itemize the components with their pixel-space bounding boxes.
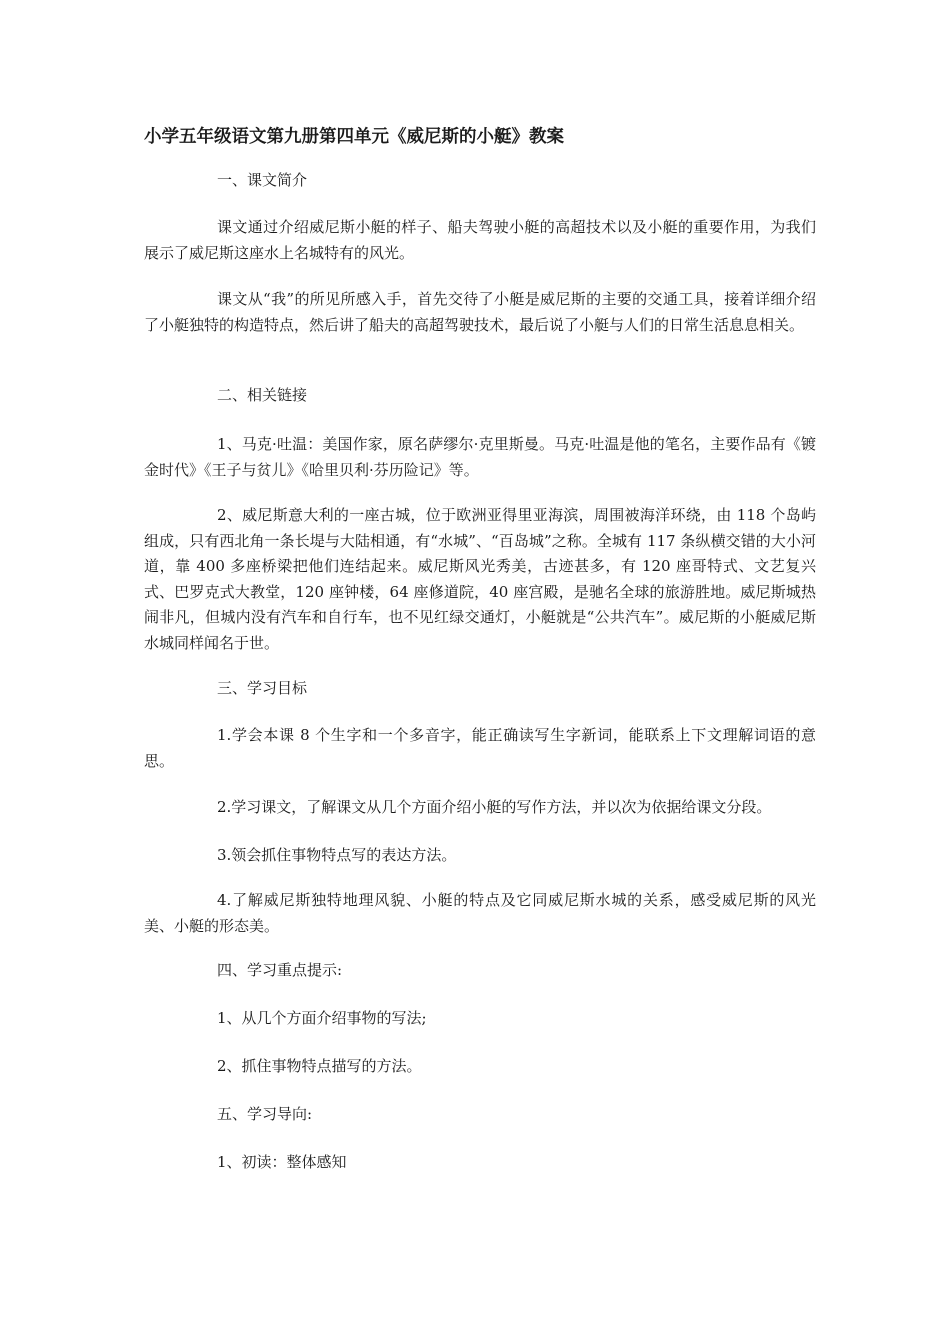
section-heading-goals: 三、学习目标	[217, 679, 308, 697]
section-heading-guidance: 五、学习导向:	[217, 1105, 313, 1123]
paragraph: 1.学会本课 8 个生字和一个多音字，能正确读写生字新词，能联系上下文理解词语的意思。	[144, 726, 816, 770]
paragraph: 1、马克·吐温：美国作家，原名萨缪尔·克里斯曼。马克·吐温是他的笔名，主要作品有《镀金时代》《王子与贫儿》《哈里贝利·芬历险记》等。	[144, 435, 816, 479]
paragraph: 课文从“我”的所见所感入手，首先交待了小艇是威尼斯的主要的交通工具，接着详细介绍了小艇独特的构造特点，然后讲了船夫的高超驾驶技术，最后说了小艇与人们的日常生活息息相关。	[144, 290, 816, 334]
list-item: 2、抓住事物特点描写的方法。	[217, 1057, 422, 1075]
paragraph: 课文通过介绍威尼斯小艇的样子、船夫驾驶小艇的高超技术以及小艇的重要作用，为我们展示了威尼斯这座水上名城特有的风光。	[144, 218, 816, 262]
section-heading-key-points: 四、学习重点提示:	[217, 961, 343, 979]
paragraph: 2、威尼斯意大利的一座古城，位于欧洲亚得里亚海滨，周围被海洋环绕，由 118 个岛屿组成，只有西北角一条长堤与大陆相通，有“水城”、“百岛城”之称。全城有 117 条纵横交错的大小河道，靠 400 多座桥梁把他们连结起来。威尼斯风光秀美，古迹甚多，有 120 座哥特式、文艺复兴式、巴罗克式大教堂，120 座钟楼，64 座修道院，40 座宫殿，是驰名全球的旅游胜地。威尼斯城热闹非凡，但城内没有汽车和自行车，也不见红绿交通灯，小艇就是“公共汽车”。威尼斯的小艇威尼斯水城同样闻名于世。	[144, 506, 816, 652]
section-heading-links: 二、相关链接	[217, 386, 308, 404]
section-heading-intro: 一、课文简介	[217, 171, 308, 189]
paragraph: 4.了解威尼斯独特地理风貌、小艇的特点及它同威尼斯水城的关系，感受威尼斯的风光美、小艇的形态美。	[144, 891, 816, 935]
paragraph: 3.领会抓住事物特点写的表达方法。	[217, 846, 457, 864]
paragraph: 2.学习课文，了解课文从几个方面介绍小艇的写作方法，并以次为依据给课文分段。	[217, 798, 772, 816]
list-item: 1、初读：整体感知	[217, 1153, 347, 1171]
document-title: 小学五年级语文第九册第四单元《威尼斯的小艇》教案	[144, 127, 564, 147]
list-item: 1、从几个方面介绍事物的写法;	[217, 1009, 427, 1027]
